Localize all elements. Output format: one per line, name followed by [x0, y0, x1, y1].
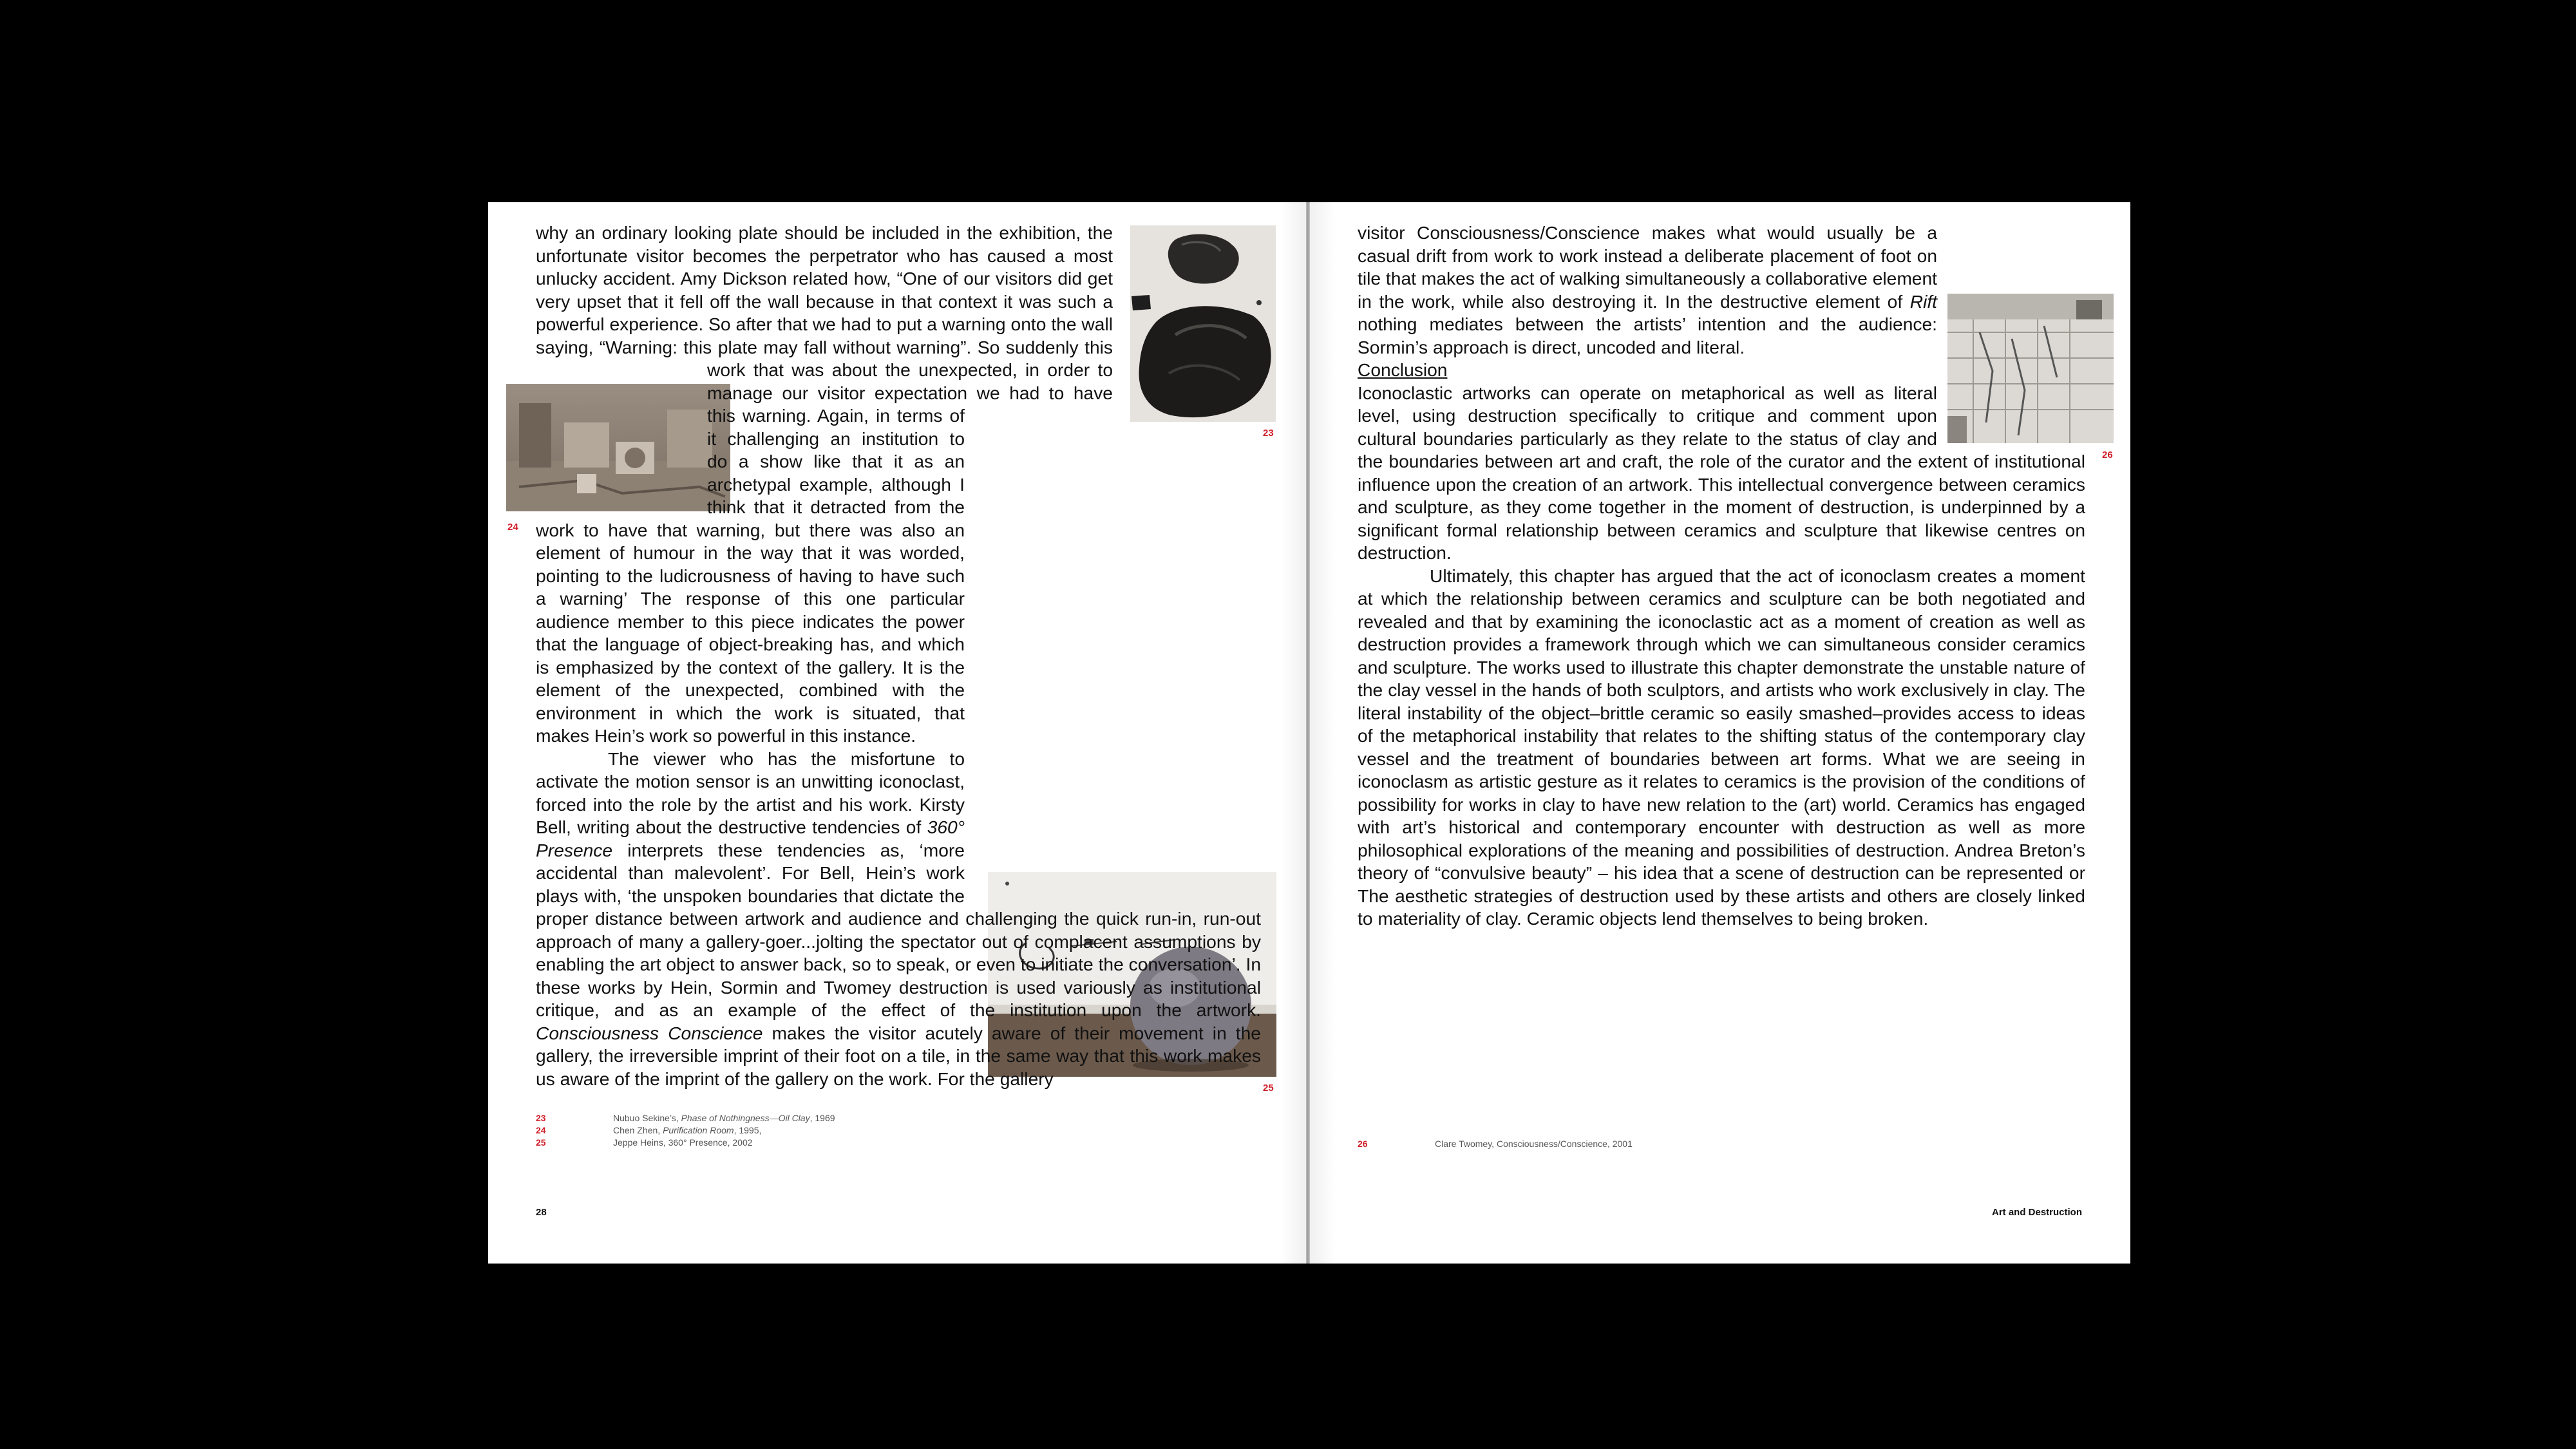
- left-paragraph-1: why an ordinary looking plate should be included in the exhibition, the unfortunate visitor becomes the perpetrator who has caused a most unlucky accident. Amy Dickson related how, “One of our visitors did get very upset that it fell off the wall because in that context it was such a powerful experience. So after that we had to put a warning onto the wall saying, “Warning: this plate may fall without warning”. So suddenly this work that was about the unexpected, in order to manage our visitor expectation we had to have this warning. Again, in terms of it challenging an institution to do a show like that it as an archetypal example, although I think that it detracted from the work to have that warning, but there was also an element of humour in the way that it was worded, pointing to the ludicrousness of having to have such a warning’ The response of this one particular audience member to this piece indicates the power that the language of object-breaking has, and which is emphasized by the context of the gallery. It is the element of the unexpected, combined with the environment in which the work is situated, that makes Hein’s work so powerful in this instance.: [536, 222, 1113, 746]
- left-paragraph-2: The viewer who has the misfortune to activate the motion sensor is an unwitting iconoclast, forced into the role by the artist and his work. Kirsty Bell, writing about the destructive tendencies of 360° Presence interprets these tendencies as, ‘more accidental than malevolent’. For Bell, Hein’s work plays with, ‘the unspoken boundaries that dictate the proper distance between artwork and audience and challenging the quick run-in, run-out approach of many a gallery-goer...jolting the spectator out of complacent assumptions by enabling the art object to answer back, so to speak, or even to initiate the conversation’. In these works by Hein, Sormin and Twomey destruction is used variously as institutional critique, and as an example of the effect of the institution upon the artwork. Consciousness Conscience makes the visitor acutely aware of their movement in the gallery, the irreversible imprint of their foot on a tile, in the same way that this work makes us aware of the imprint of the gallery on the work. For the gallery: [536, 748, 1261, 1089]
- figure-23-number: 23: [1263, 428, 1274, 439]
- right-paragraph-3: Ultimately, this chapter has argued that the act of iconoclasm creates a moment at which the relationship between ceramics and sculpture can be both negotiated and revealed and that by examining the iconoclastic act as a moment of creation as well as destruction provides a framework through which we can simultaneous consider ceramics and sculpture. The works used to illustrate this chapter demonstrate the unstable nature of the clay vessel in the hands of both sculptors, and artists who work exclusively in clay. The literal instability of the object–brittle ceramic so easily smashed–provides access to ideas of the metaphorical instability that relates to the shifting status of the contemporary clay vessel and the treatment of boundaries between art forms. What we are seeing in iconoclasm as artistic gesture as it relates to ceramics is the provision of the conditions of possibility for works in clay to have new relation to the (art) world. Ceramics has engaged with art’s historical and contemporary encounter with destruction as well as more philosophical explorations of the meaning and possibilities of destruction. Andrea Breton’s theory of “convulsive beauty” – his idea that a scene of destruction can be represented or The aesthetic strategies of destruction used by these artists and others are closely linked to materiality of clay. Ceramic objects lend themselves to being broken.: [1358, 565, 2085, 929]
- right-page: [1310, 202, 2130, 1264]
- right-captions: [1358, 1138, 1937, 1150]
- page-number-left: 28: [536, 1207, 547, 1218]
- right-paragraph-1: visitor Consciousness/Conscience makes what would usually be a casual drift from work to work instead a deliberate placement of foot on tile that makes the act of walking simultaneously a collaborative element in the work, while also destroying it. In the destructive element of Rift nothing mediates between the artists’ intention and the audience: Sormin’s approach is direct, uncoded and literal.: [1358, 222, 1937, 357]
- left-captions: [536, 1112, 1115, 1149]
- caption-24: 24 Chen Zhen, Purification Room, 1995,: [536, 1125, 762, 1135]
- figure-25-number: 25: [1263, 1083, 1274, 1094]
- left-page: [488, 202, 1306, 1264]
- left-text-block: [536, 222, 1261, 1090]
- right-text-block: [1358, 222, 2085, 931]
- figure-24-number: 24: [507, 522, 518, 533]
- caption-25: 25 Jeppe Heins, 360° Presence, 2002: [536, 1137, 753, 1148]
- figure-26-number: 26: [2102, 450, 2113, 460]
- right-paragraph-2: Iconoclastic artworks can operate on metaphorical as well as literal level, using destruction specifically to critique and comment upon cultural boundaries particularly as they relate to the status of clay and the boundaries between art and craft, the role of the curator and the extent of institutional influence upon the creation of an artwork. This intellectual convergence between ceramics and sculpture, as they come together in the moment of destruction, is underpinned by a significant formal relationship between ceramics and sculpture that likewise centres on destruction.: [1358, 382, 2085, 563]
- caption-23: 23 Nubuo Sekine’s, Phase of Nothingness—Oil Clay, 1969: [536, 1113, 835, 1123]
- conclusion-heading: Conclusion: [1358, 359, 1448, 380]
- running-head: Art and Destruction: [1991, 1207, 2082, 1218]
- caption-26: 26 Clare Twomey, Consciousness/Conscience, 2001: [1358, 1139, 1633, 1149]
